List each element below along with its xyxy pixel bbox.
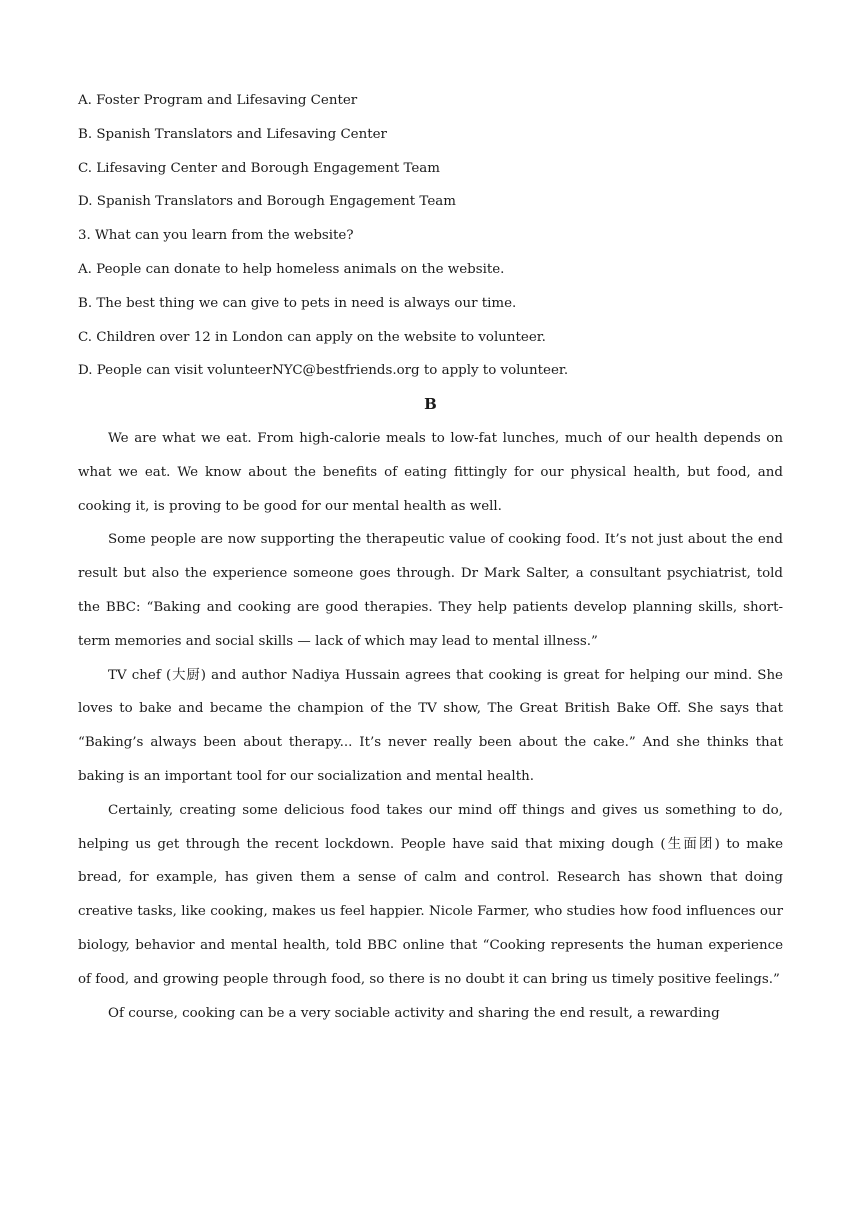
document-page (78, 84, 783, 1030)
question-line: 3. What can you learn from the website? (78, 228, 354, 244)
paragraph: Certainly, creating some delicious food takes our mind off things and gives us something to do, helping us get through the recent lockdown. People have said that mixing dough (生面团) to make bread, for example, has given them a sense of calm and control. Research has shown that doing creative tasks, like cooking, makes us feel happier. Nicole Farmer, who studies how food influences our biology, behavior and mental health, told BBC online that “Cooking represents the human experience of food, and growing people through food, so there is no doubt it can bring us timely positive feelings.” (78, 802, 783, 987)
paragraph: TV chef (大厨) and author Nadiya Hussain agrees that cooking is great for helping our mind. She loves to bake and became the champion of the TV show, The Great British Bake Off. She says that “Baking’s always been about therapy... It’s never really been about the cake.” And she thinks that baking is an important tool for our socialization and mental health. (78, 667, 783, 784)
paragraph: Of course, cooking can be a very sociable activity and sharing the end result, a rewarding (108, 1005, 720, 1021)
article-body (78, 422, 783, 1030)
option-line: D. People can visit volunteerNYC@bestfriends.org to apply to volunteer. (78, 363, 569, 379)
option-line: D. Spanish Translators and Borough Engagement Team (78, 194, 456, 210)
section-title: B (424, 395, 437, 414)
option-line: B. Spanish Translators and Lifesaving Center (78, 126, 387, 142)
option-line: A. Foster Program and Lifesaving Center (78, 93, 358, 108)
option-line: B. The best thing we can give to pets in need is always our time. (78, 295, 517, 311)
option-line: C. Lifesaving Center and Borough Engagement Team (78, 160, 440, 176)
option-line: A. People can donate to help homeless animals on the website. (78, 261, 505, 277)
answer-options (78, 84, 783, 388)
paragraph: We are what we eat. From high-calorie meals to low-fat lunches, much of our health depends on what we eat. We know about the benefits of eating fittingly for our physical health, but food, and cooking it, is proving to be good for our mental health as well. (78, 430, 783, 514)
paragraph: Some people are now supporting the therapeutic value of cooking food. It’s not just about the end result but also the experience someone goes through. Dr Mark Salter, a consultant psychiatrist, told the BBC: “Baking and cooking are good therapies. They help patients develop planning skills, short-term memories and social skills — lack of which may lead to mental illness.” (78, 532, 783, 649)
option-line: C. Children over 12 in London can apply on the website to volunteer. (78, 329, 546, 345)
